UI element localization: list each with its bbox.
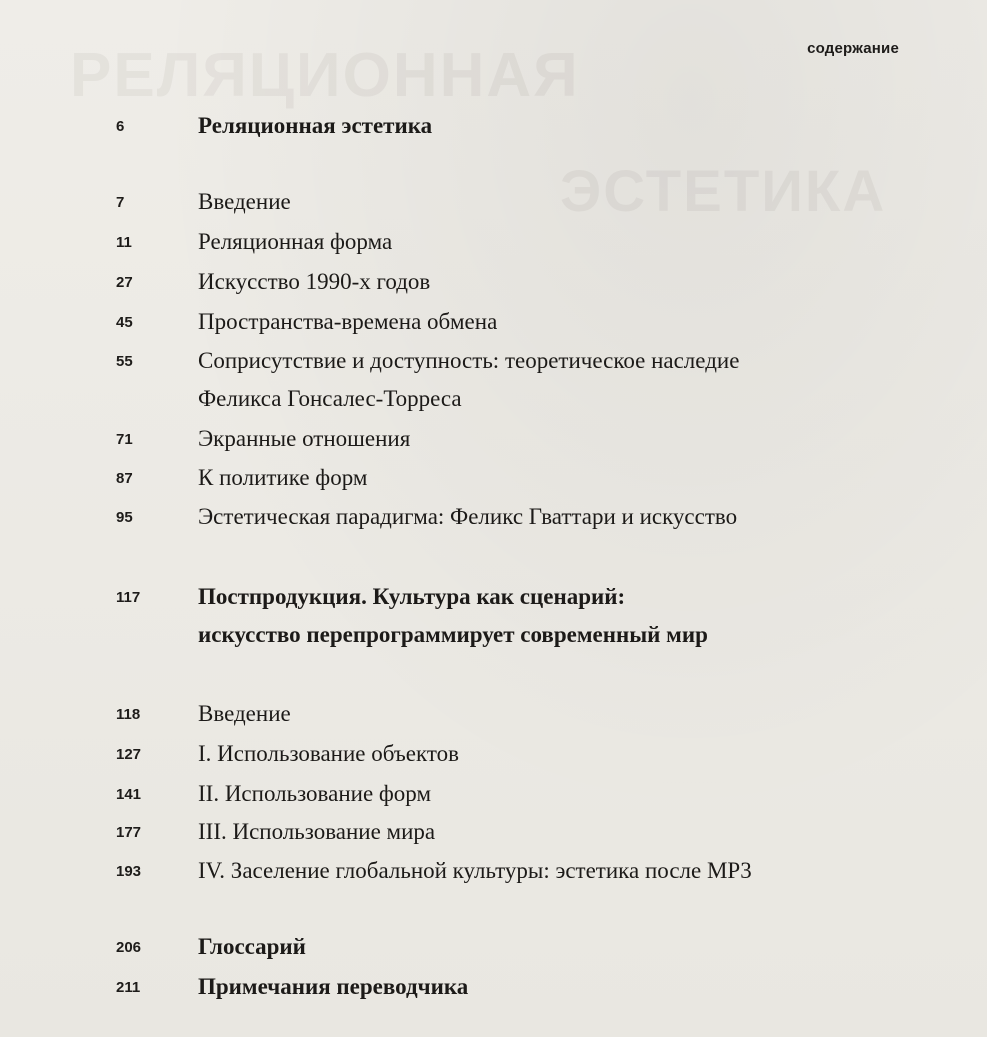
title-line: Реляционная форма xyxy=(198,229,393,254)
chapter-title xyxy=(198,813,898,851)
page-number: 141 xyxy=(116,786,142,803)
title-line: IV. Заселение глобальной культуры: эстетика после MP3 xyxy=(198,858,752,883)
page-number: 71 xyxy=(116,431,133,448)
title-line: Пространства-времена обмена xyxy=(198,309,498,334)
page-number: 6 xyxy=(116,118,125,135)
page-number: 206 xyxy=(116,939,142,956)
title-line: К политике форм xyxy=(198,465,368,490)
page-number: 55 xyxy=(116,353,133,370)
title-line: Искусство 1990-х годов xyxy=(198,269,431,294)
title-line: Примечания переводчика xyxy=(198,974,469,999)
title-line: I. Использование объектов xyxy=(198,741,459,766)
page-number: 95 xyxy=(116,509,133,526)
chapter-title xyxy=(198,775,898,813)
page-number: 177 xyxy=(116,824,142,841)
chapter-title xyxy=(198,342,898,418)
show-through-text: ЭСТЕТИКА xyxy=(560,159,887,224)
page-number: 27 xyxy=(116,274,133,291)
title-line: искусство перепрограммирует современный мир xyxy=(198,622,708,647)
page-number: 118 xyxy=(116,706,141,723)
section-title xyxy=(198,928,898,966)
page-number: 11 xyxy=(116,234,132,251)
section-title xyxy=(198,578,898,654)
chapter-title xyxy=(198,459,898,497)
title-line: Введение xyxy=(198,189,291,214)
page-number: 117 xyxy=(116,589,141,606)
page-number: 45 xyxy=(116,314,133,331)
chapter-title xyxy=(198,223,898,261)
title-line: Глоссарий xyxy=(198,934,306,959)
chapter-title xyxy=(198,498,898,536)
title-line: Реляционная эстетика xyxy=(198,113,433,138)
title-line: Постпродукция. Культура как сценарий: xyxy=(198,584,626,609)
chapter-title xyxy=(198,735,898,773)
title-line: III. Использование мира xyxy=(198,819,436,844)
title-line: Эстетическая парадигма: Феликс Гваттари и искусство xyxy=(198,504,738,529)
chapter-title xyxy=(198,263,898,301)
chapter-title xyxy=(198,183,898,221)
chapter-title xyxy=(198,852,898,890)
show-through-text: РЕЛЯЦИОННАЯ xyxy=(70,41,580,110)
section-title xyxy=(198,107,898,145)
page-number: 211 xyxy=(116,979,141,996)
page-number: 87 xyxy=(116,470,133,487)
chapter-title xyxy=(198,420,898,458)
page-number: 193 xyxy=(116,863,142,880)
page-number: 7 xyxy=(116,194,125,211)
page-number: 127 xyxy=(116,746,142,763)
running-header: содержание xyxy=(807,40,899,57)
section-title xyxy=(198,968,898,1006)
title-line: Введение xyxy=(198,701,291,726)
title-line: Соприсутствие и доступность: теоретическое наследие xyxy=(198,348,740,373)
title-line: Феликса Гонсалес-Торреса xyxy=(198,386,462,411)
chapter-title xyxy=(198,303,898,341)
title-line: Экранные отношения xyxy=(198,426,411,451)
title-line: II. Использование форм xyxy=(198,781,432,806)
chapter-title xyxy=(198,695,898,733)
